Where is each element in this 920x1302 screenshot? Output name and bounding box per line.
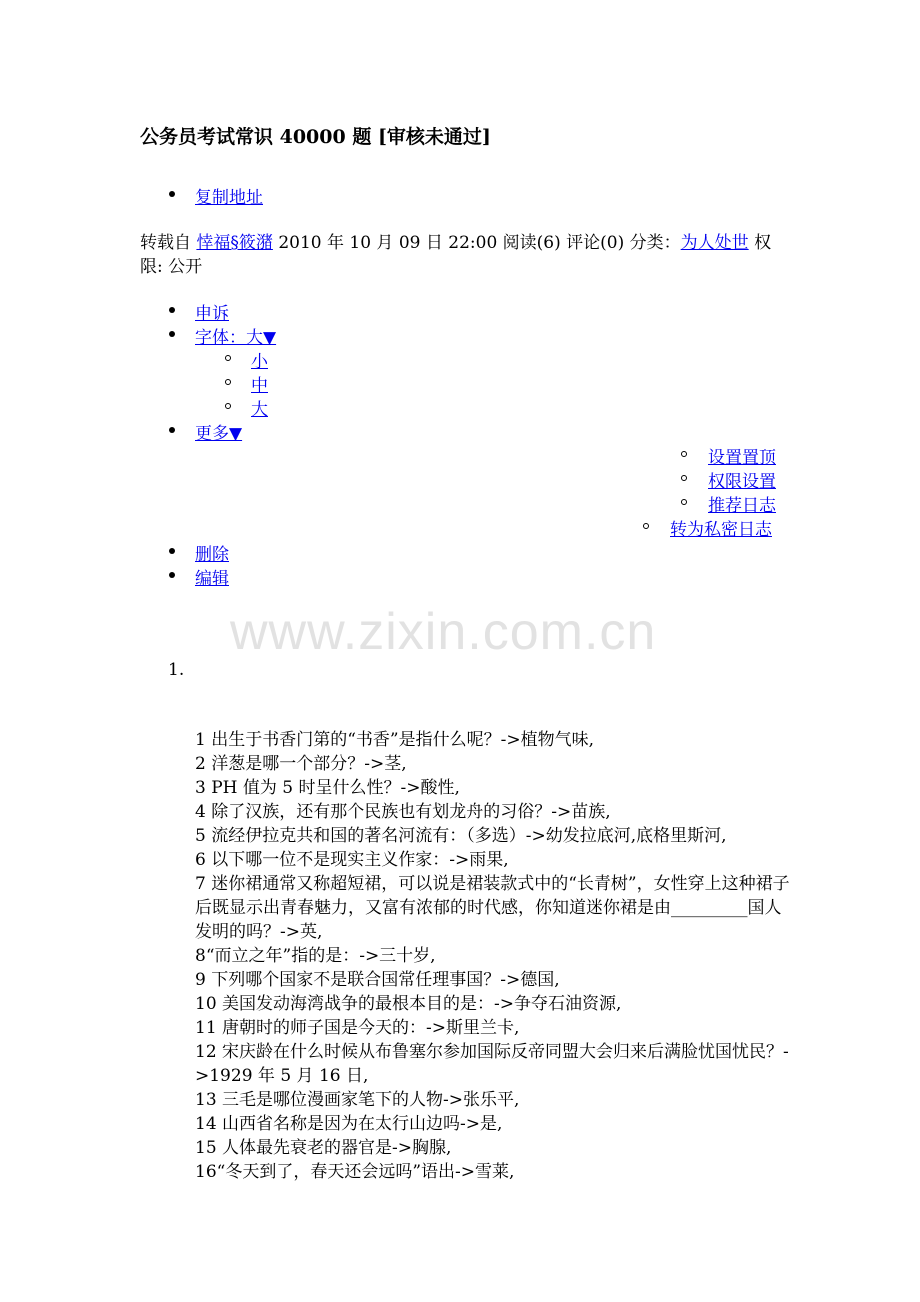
font-small-link[interactable]: 小 <box>251 352 268 372</box>
list-item: 10 美国发动海湾战争的最根本目的是：->争夺石油资源, <box>195 994 622 1014</box>
category-label: 分类： <box>629 233 681 253</box>
more-menu[interactable]: 更多▼ <box>195 424 243 444</box>
bullet <box>169 191 175 197</box>
bullet <box>169 307 175 313</box>
list-item: 3 PH 值为 5 时呈什么性？->酸性, <box>195 778 460 798</box>
sub-bullet <box>225 355 231 361</box>
list-item: 9 下列哪个国家不是联合国常任理事国？->德国, <box>195 970 560 990</box>
make-private-link[interactable]: 转为私密日志 <box>670 520 772 540</box>
list-item: 11 唐朝时的师子国是今天的：->斯里兰卡, <box>195 1018 520 1038</box>
post-datetime: 2010 年 10 月 09 日 22:00 <box>278 233 498 253</box>
list-item: 8“而立之年”指的是：->三十岁, <box>195 946 436 966</box>
watermark: www.zixin.com.cn <box>230 603 657 661</box>
permission-settings-link[interactable]: 权限设置 <box>708 472 776 492</box>
edit-link[interactable]: 编辑 <box>195 569 229 589</box>
author-link[interactable]: 悻福§筱潴 <box>196 233 273 253</box>
list-item: 15 人体最先衰老的器官是->胸腺, <box>195 1138 452 1158</box>
list-item: 13 三毛是哪位漫画家笔下的人物->张乐平, <box>195 1090 520 1110</box>
bullet <box>169 427 175 433</box>
sub-bullet <box>643 523 649 529</box>
list-item: 1 出生于书香门第的“书香”是指什么呢？->植物气味, <box>195 730 594 750</box>
list-item: 6 以下哪一位不是现实主义作家：->雨果, <box>195 850 509 870</box>
sub-bullet <box>681 451 687 457</box>
list-item: 2 洋葱是哪一个部分？->茎, <box>195 754 407 774</box>
list-item: 7 迷你裙通常又称超短裙，可以说是裙装款式中的“长青树”，女性穿上这种裙子后既显示出青春魅力，又富有浓郁的时代感，你知道迷你裙是由_________国人发明的吗？->英, <box>195 874 790 942</box>
list-item: 14 山西省名称是因为在太行山边吗->是, <box>195 1114 503 1134</box>
bullet <box>169 331 175 337</box>
delete-link[interactable]: 删除 <box>195 545 229 565</box>
copy-link[interactable]: 复制地址 <box>195 188 263 208</box>
comment-count: 评论(0) <box>566 233 625 253</box>
qa-list <box>195 728 790 1184</box>
permission: 权限: 公开 <box>140 233 772 277</box>
read-count: 阅读(6) <box>502 233 561 253</box>
sub-bullet <box>681 499 687 505</box>
list-item: 16“冬天到了，春天还会远吗”语出->雪莱, <box>195 1162 515 1182</box>
recommend-post-link[interactable]: 推荐日志 <box>708 496 776 516</box>
font-medium-link[interactable]: 中 <box>251 376 268 396</box>
category-link[interactable]: 为人处世 <box>680 233 749 253</box>
post-meta <box>140 231 785 279</box>
list-item: 4 除了汉族，还有那个民族也有划龙舟的习俗？->苗族, <box>195 802 611 822</box>
sub-bullet <box>681 475 687 481</box>
font-large-link[interactable]: 大 <box>251 400 268 420</box>
list-number: 1. <box>168 660 185 680</box>
list-item: 12 宋庆龄在什么时候从布鲁塞尔参加国际反帝同盟大会归来后满脸忧国忧民？->1929 年 5 月 16 日, <box>195 1042 789 1086</box>
list-item: 5 流经伊拉克共和国的著名河流有：（多选）->幼发拉底河,底格里斯河, <box>195 826 727 846</box>
bullet <box>169 548 175 554</box>
bullet <box>169 572 175 578</box>
appeal-link[interactable]: 申诉 <box>195 304 229 324</box>
set-top-link[interactable]: 设置置顶 <box>708 448 776 468</box>
sub-bullet <box>225 379 231 385</box>
meta-prefix: 转载自 <box>140 233 191 253</box>
font-size-menu[interactable]: 字体：大▼ <box>195 328 277 348</box>
page-title: 公务员考试常识 40000 题 [审核未通过] <box>140 126 491 148</box>
sub-bullet <box>225 403 231 409</box>
